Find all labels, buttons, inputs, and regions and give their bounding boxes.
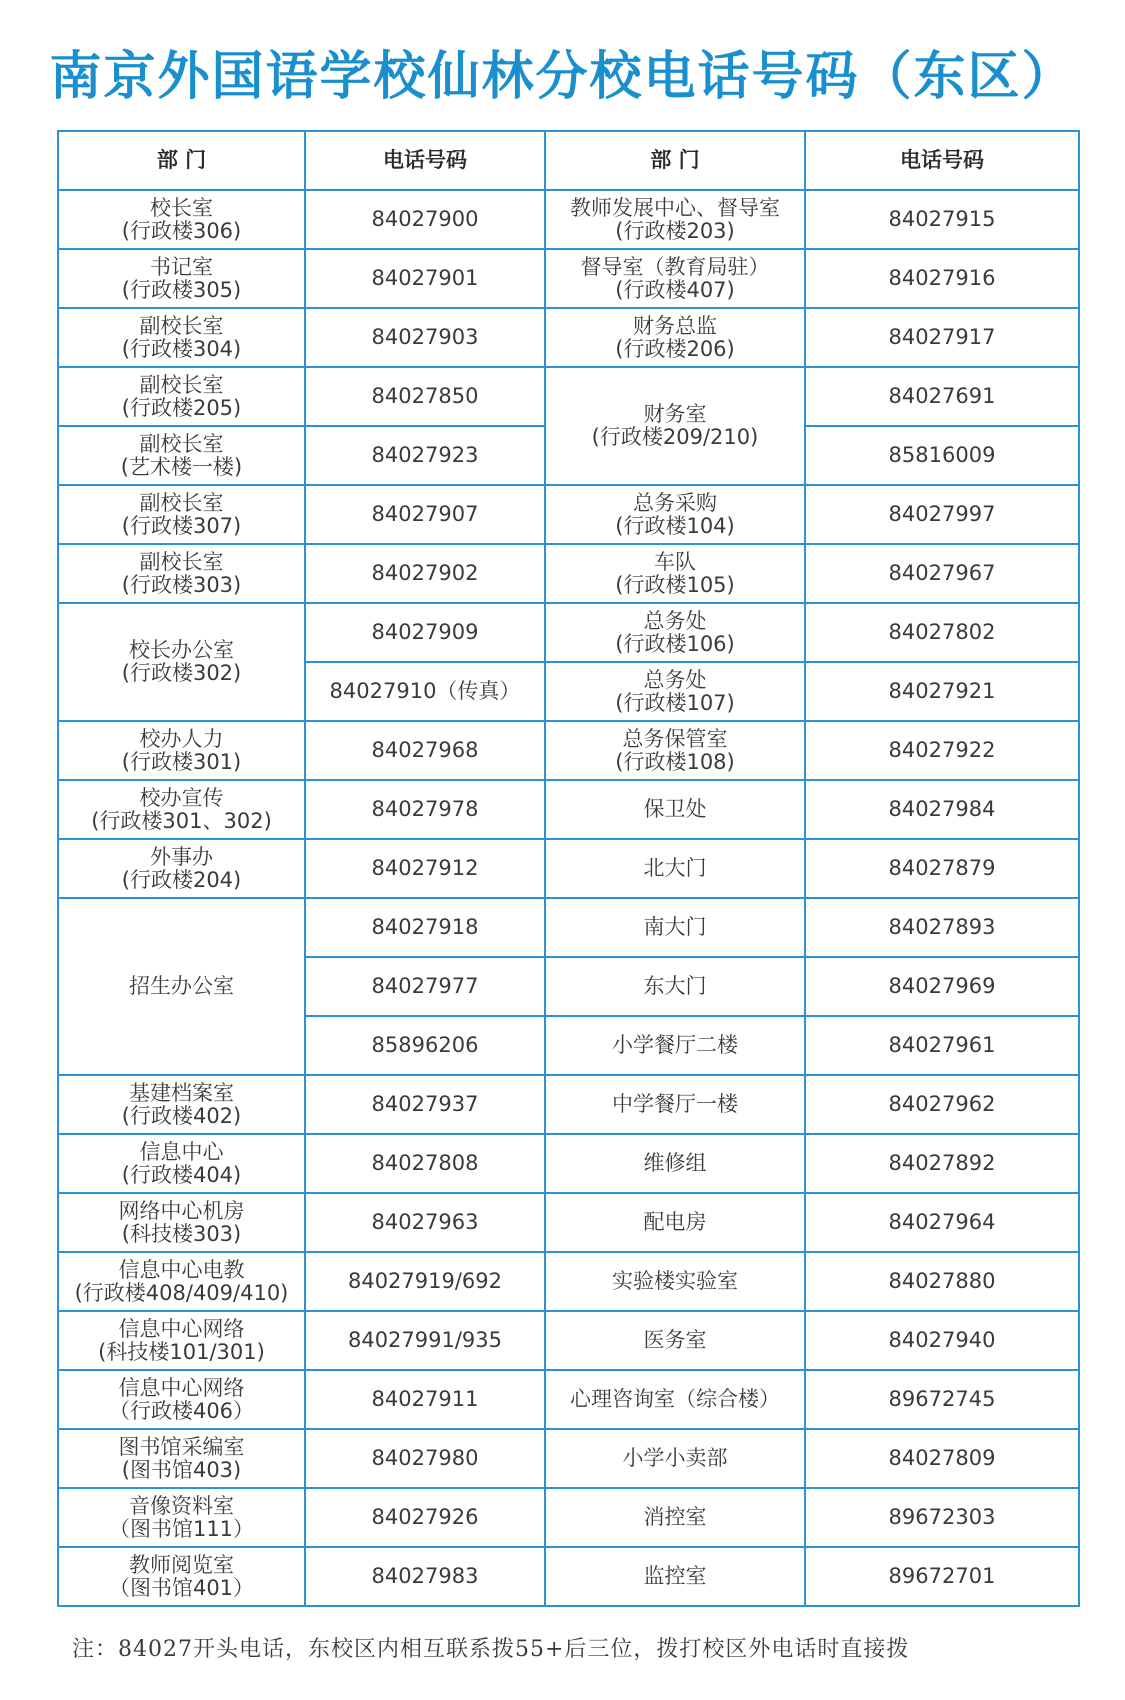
dept-name: 基建档案室 [129, 1080, 234, 1105]
phone-cell: 84027940 [805, 1311, 1079, 1370]
table-row [58, 1429, 1079, 1488]
phone-cell: 84027923 [305, 426, 545, 485]
dept-location: (图书馆403) [121, 1457, 242, 1482]
phone-cell: 84027916 [805, 249, 1079, 308]
dept-location: (行政楼106) [615, 631, 735, 656]
dept-name: 教师阅览室 [129, 1552, 234, 1577]
dept-name: 副校长室 [139, 549, 224, 574]
table-row [58, 839, 1079, 898]
phone-cell: 84027926 [305, 1488, 545, 1547]
phone-cell: 84027907 [305, 485, 545, 544]
dept-cell [58, 1252, 305, 1311]
phone-cell: 84027900 [305, 190, 545, 249]
header-phone-right: 电话号码 [805, 131, 1079, 190]
dept-cell [545, 662, 805, 721]
dept-cell [545, 485, 805, 544]
dept-cell [58, 485, 305, 544]
dept-name: 校办人力 [139, 726, 224, 751]
phone-table [57, 130, 1080, 1607]
dept-cell [58, 1134, 305, 1193]
dept-cell: 保卫处 [545, 780, 805, 839]
dept-location: （图书馆111） [108, 1516, 255, 1541]
dept-cell [545, 190, 805, 249]
phone-cell: 84027983 [305, 1547, 545, 1606]
phone-cell: 84027980 [305, 1429, 545, 1488]
dept-location: (行政楼105) [615, 572, 735, 597]
phone-cell: 84027902 [305, 544, 545, 603]
dept-location: (行政楼301) [121, 749, 242, 774]
dept-cell [58, 839, 305, 898]
dept-name: 督导室（教育局驻） [580, 254, 770, 279]
dept-location: (行政楼404) [121, 1162, 242, 1187]
dept-cell [545, 603, 805, 662]
dept-cell [58, 1075, 305, 1134]
dept-name: 总务处 [643, 667, 707, 692]
dept-cell [58, 544, 305, 603]
dept-name: 书记室 [150, 254, 213, 279]
phone-cell: 84027892 [805, 1134, 1079, 1193]
dept-cell [58, 1370, 305, 1429]
dept-cell [58, 780, 305, 839]
dept-name: 副校长室 [139, 431, 224, 456]
phone-cell: 84027880 [805, 1252, 1079, 1311]
phone-cell: 84027937 [305, 1075, 545, 1134]
dept-cell: 消控室 [545, 1488, 805, 1547]
dept-cell: 心理咨询室（综合楼） [545, 1370, 805, 1429]
dept-name: 网络中心机房 [118, 1198, 245, 1223]
dept-cell: 实验楼实验室 [545, 1252, 805, 1311]
table-row [58, 249, 1079, 308]
dept-name: 教师发展中心、督导室 [570, 195, 780, 220]
dept-location: （图书馆401） [108, 1575, 255, 1600]
dept-name: 财务总监 [633, 313, 717, 338]
phone-cell: 84027912 [305, 839, 545, 898]
phone-cell: 84027903 [305, 308, 545, 367]
table-row [58, 367, 1079, 426]
dept-location: (行政楼305) [121, 277, 242, 302]
phone-cell: 84027922 [805, 721, 1079, 780]
dept-cell: 南大门 [545, 898, 805, 957]
table-row [58, 603, 1079, 662]
dept-cell: 招生办公室 [58, 898, 305, 1075]
dept-cell: 医务室 [545, 1311, 805, 1370]
dept-location: (行政楼104) [615, 513, 735, 538]
dept-cell: 东大门 [545, 957, 805, 1016]
dept-cell: 维修组 [545, 1134, 805, 1193]
dept-location: (行政楼206) [615, 336, 735, 361]
dept-location: (行政楼107) [615, 690, 735, 715]
dept-name: 总务采购 [633, 490, 717, 515]
dept-location: (行政楼301、302) [91, 808, 272, 833]
dept-cell: 监控室 [545, 1547, 805, 1606]
table-row [58, 898, 1079, 957]
dept-location: (行政楼407) [615, 277, 735, 302]
dept-name: 副校长室 [139, 372, 224, 397]
dept-name: 信息中心电教 [118, 1257, 245, 1282]
dept-location: (艺术楼一楼) [120, 454, 243, 479]
dept-cell: 小学餐厅二楼 [545, 1016, 805, 1075]
phone-cell: 85816009 [805, 426, 1079, 485]
phone-cell: 84027921 [805, 662, 1079, 721]
table-row [58, 485, 1079, 544]
dept-location: (行政楼303) [121, 572, 242, 597]
table-row [58, 1193, 1079, 1252]
phone-cell: 84027978 [305, 780, 545, 839]
phone-cell: 84027911 [305, 1370, 545, 1429]
table-row [58, 190, 1079, 249]
dept-cell [58, 1547, 305, 1606]
dept-name: 图书馆采编室 [118, 1434, 245, 1459]
phone-cell: 84027691 [805, 367, 1079, 426]
dept-location: (行政楼108) [615, 749, 735, 774]
phone-cell: 84027893 [805, 898, 1079, 957]
phone-cell: 84027909 [305, 603, 545, 662]
dept-location: (行政楼205) [121, 395, 242, 420]
dept-cell [58, 1193, 305, 1252]
dept-cell [545, 367, 805, 485]
dept-name: 外事办 [150, 844, 213, 869]
dept-location: (科技楼303) [121, 1221, 242, 1246]
dept-cell [58, 308, 305, 367]
dept-cell: 小学小卖部 [545, 1429, 805, 1488]
dept-name: 信息中心 [139, 1139, 224, 1164]
dept-name: 信息中心网络 [118, 1316, 245, 1341]
dept-name: 副校长室 [139, 490, 224, 515]
dept-cell [545, 721, 805, 780]
dept-location: (行政楼402) [121, 1103, 242, 1128]
dept-location: (行政楼209/210) [591, 425, 759, 449]
table-row [58, 544, 1079, 603]
dept-cell [58, 249, 305, 308]
phone-cell: 84027918 [305, 898, 545, 957]
dept-location: (行政楼203) [615, 218, 735, 243]
dept-cell: 北大门 [545, 839, 805, 898]
dept-location: (行政楼306) [121, 218, 242, 243]
dept-name: 信息中心网络 [118, 1375, 245, 1400]
dept-cell [58, 721, 305, 780]
table-row [58, 1488, 1079, 1547]
phone-cell: 84027910（传真） [305, 662, 545, 721]
dept-name: 校长办公室 [129, 638, 234, 662]
phone-cell: 84027967 [805, 544, 1079, 603]
dept-location: (行政楼302) [121, 661, 242, 685]
dept-name: 音像资料室 [129, 1493, 234, 1518]
phone-cell: 84027915 [805, 190, 1079, 249]
table-row [58, 1252, 1079, 1311]
phone-cell: 84027962 [805, 1075, 1079, 1134]
phone-cell: 89672745 [805, 1370, 1079, 1429]
phone-cell: 84027991/935 [305, 1311, 545, 1370]
table-row [58, 780, 1079, 839]
phone-cell: 84027919/692 [305, 1252, 545, 1311]
table-row [58, 1075, 1079, 1134]
dept-name: 总务保管室 [622, 726, 728, 751]
phone-cell: 84027997 [805, 485, 1079, 544]
phone-cell: 84027917 [805, 308, 1079, 367]
phone-cell: 84027850 [305, 367, 545, 426]
phone-cell: 84027808 [305, 1134, 545, 1193]
dept-cell [58, 190, 305, 249]
dept-name: 校办宣传 [139, 785, 224, 810]
header-dept-right: 部 门 [545, 131, 805, 190]
dept-location: （行政楼406） [108, 1398, 255, 1423]
phone-cell: 84027964 [805, 1193, 1079, 1252]
dept-cell [545, 249, 805, 308]
footnote: 注：84027开头电话，东校区内相互联系拨55+后三位，拨打校区外电话时直接拨 [72, 1637, 910, 1662]
dept-location: (行政楼304) [121, 336, 242, 361]
dept-cell [58, 1429, 305, 1488]
dept-location: (行政楼307) [121, 513, 242, 538]
dept-cell: 中学餐厅一楼 [545, 1075, 805, 1134]
table-row [58, 308, 1079, 367]
phone-cell: 84027969 [805, 957, 1079, 1016]
table-row [58, 1134, 1079, 1193]
phone-cell: 84027984 [805, 780, 1079, 839]
phone-cell: 85896206 [305, 1016, 545, 1075]
dept-name: 总务处 [643, 608, 707, 633]
phone-cell: 84027961 [805, 1016, 1079, 1075]
dept-cell [58, 603, 305, 721]
dept-name: 校长室 [150, 195, 213, 220]
phone-cell: 84027879 [805, 839, 1079, 898]
dept-cell: 配电房 [545, 1193, 805, 1252]
phone-cell: 84027977 [305, 957, 545, 1016]
table-row [58, 1547, 1079, 1606]
dept-name: 车队 [654, 549, 696, 574]
phone-cell: 89672701 [805, 1547, 1079, 1606]
dept-cell [58, 1311, 305, 1370]
table-row [58, 1311, 1079, 1370]
phone-cell: 84027963 [305, 1193, 545, 1252]
dept-cell [58, 367, 305, 426]
dept-name: 财务室 [643, 402, 707, 426]
phone-cell: 84027809 [805, 1429, 1079, 1488]
dept-cell [545, 308, 805, 367]
header-row [58, 131, 1079, 190]
page-title: 南京外国语学校仙林分校电话号码（东区） [49, 47, 1076, 107]
dept-location: (科技楼101/301) [98, 1339, 265, 1364]
dept-cell [545, 544, 805, 603]
dept-location: (行政楼408/409/410) [74, 1280, 289, 1305]
dept-cell [58, 1488, 305, 1547]
dept-location: (行政楼204) [121, 867, 242, 892]
header-dept-left: 部 门 [58, 131, 305, 190]
dept-name: 副校长室 [139, 313, 224, 338]
phone-cell: 84027968 [305, 721, 545, 780]
dept-cell [58, 426, 305, 485]
phone-cell: 84027901 [305, 249, 545, 308]
table-row [58, 721, 1079, 780]
phone-cell: 89672303 [805, 1488, 1079, 1547]
table-row [58, 1370, 1079, 1429]
header-phone-left: 电话号码 [305, 131, 545, 190]
phone-cell: 84027802 [805, 603, 1079, 662]
